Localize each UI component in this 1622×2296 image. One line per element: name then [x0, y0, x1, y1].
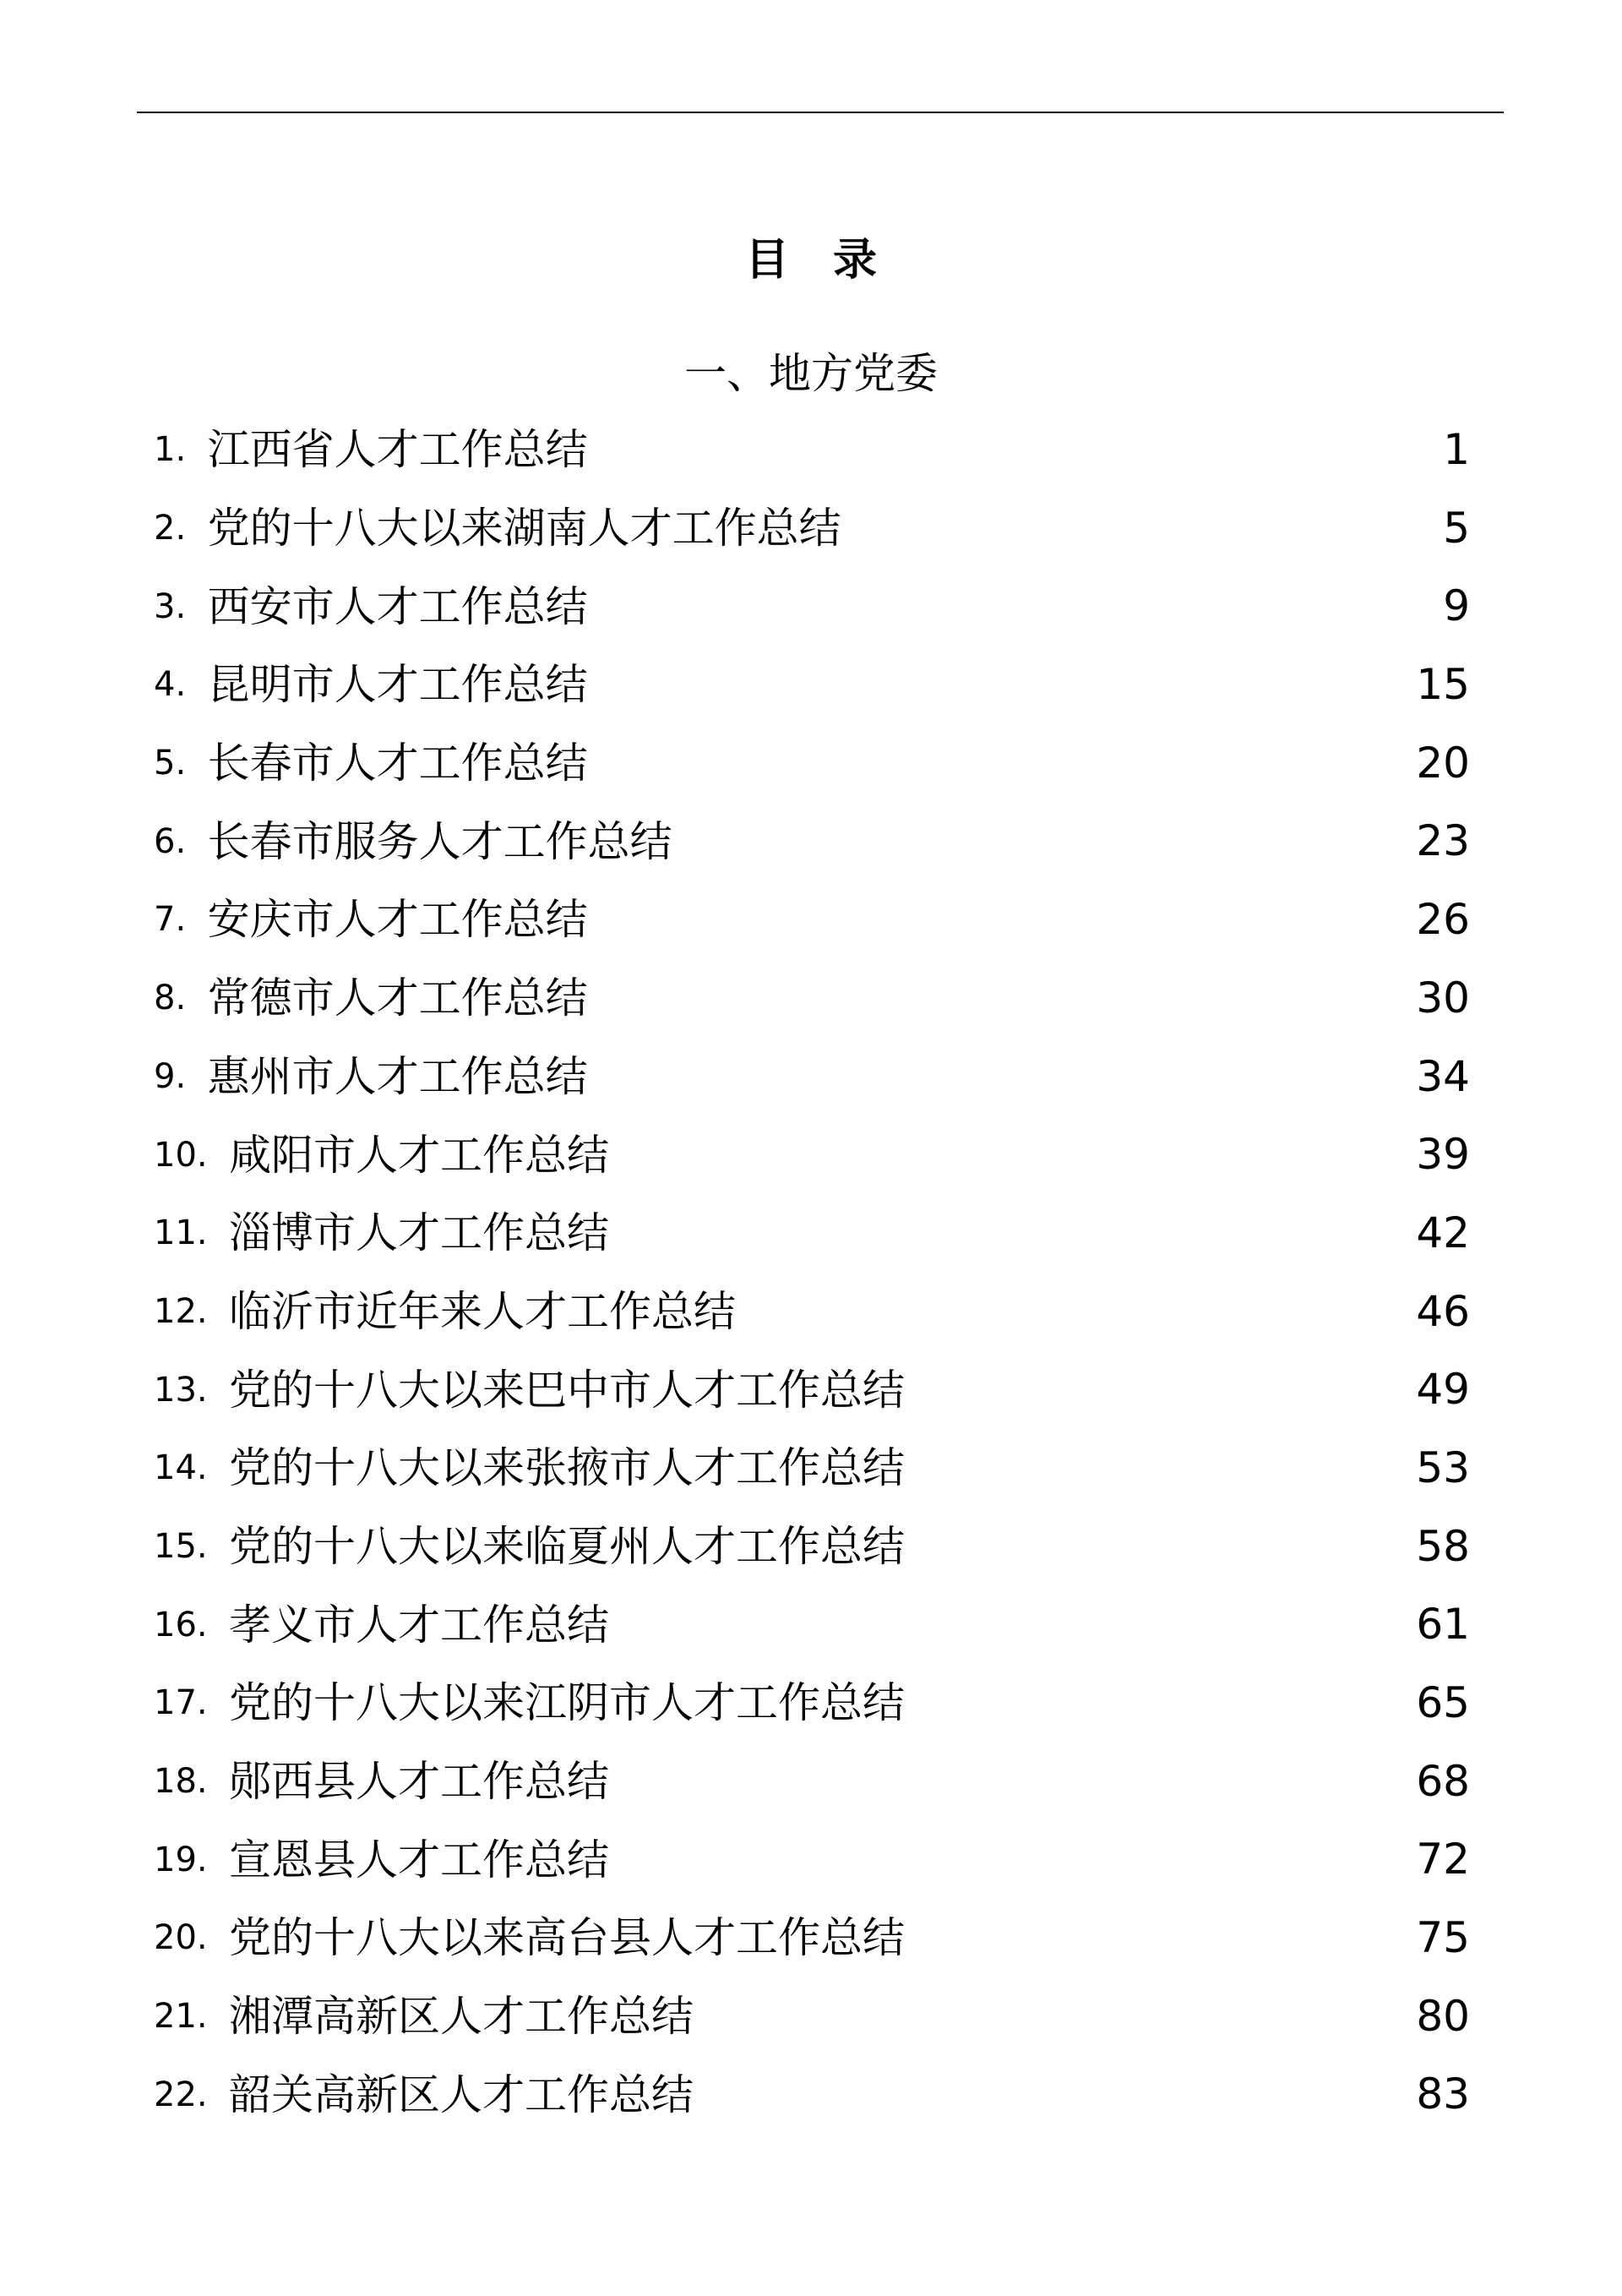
toc-entry-title: 长春市服务人才工作总结	[207, 816, 672, 866]
toc-entry-page-number: 72	[1416, 1835, 1470, 1884]
toc-entry-page-number: 80	[1416, 1991, 1470, 2041]
toc-entry[interactable]	[154, 1429, 1470, 1508]
toc-entry-title: 淄博市人才工作总结	[229, 1208, 610, 1258]
toc-entry-title: 党的十八大以来高台县人才工作总结	[229, 1913, 906, 1963]
toc-entry[interactable]	[154, 1350, 1470, 1429]
toc-entry-number: 12.	[154, 1291, 230, 1331]
toc-entry-number: 21.	[154, 1997, 230, 2037]
toc-entry[interactable]	[154, 1273, 1470, 1351]
toc-entry[interactable]	[154, 567, 1470, 646]
toc-entry-page-number: 65	[1416, 1678, 1470, 1727]
header-rule	[137, 112, 1504, 113]
toc-entry-number: 18.	[154, 1762, 230, 1802]
toc-title: 目 录	[744, 235, 877, 286]
toc-entry-number: 13.	[154, 1370, 230, 1410]
toc-entry-title: 郧西县人才工作总结	[229, 1757, 610, 1807]
toc-entry-page-number: 49	[1416, 1365, 1470, 1415]
toc-entry-number: 19.	[154, 1840, 230, 1879]
toc-entry-title: 韶关高新区人才工作总结	[229, 2070, 694, 2119]
toc-entry-number: 5.	[154, 744, 208, 783]
toc-entry-title: 昆明市人才工作总结	[207, 660, 588, 710]
toc-entry[interactable]	[154, 646, 1470, 724]
toc-entry-page-number: 58	[1416, 1521, 1470, 1571]
toc-entry-title: 孝义市人才工作总结	[229, 1600, 610, 1650]
toc-entry-page-number: 42	[1416, 1208, 1470, 1257]
toc-entry-number: 9.	[154, 1056, 208, 1096]
toc-entry-page-number: 1	[1443, 425, 1470, 474]
toc-entry-page-number: 83	[1416, 2070, 1470, 2119]
toc-entry[interactable]	[154, 881, 1470, 959]
toc-entry-title: 湘潭高新区人才工作总结	[229, 1992, 694, 2042]
toc-entry-page-number: 20	[1416, 738, 1470, 788]
toc-entry[interactable]	[154, 802, 1470, 881]
toc-entry[interactable]	[154, 1899, 1470, 1977]
toc-entry-number: 22.	[154, 2075, 230, 2114]
toc-entry-title: 党的十八大以来湖南人才工作总结	[207, 504, 841, 554]
toc-entry-number: 3.	[154, 586, 208, 626]
toc-entry-title: 惠州市人才工作总结	[207, 1051, 588, 1101]
toc-entry-number: 15.	[154, 1526, 230, 1566]
toc-entry-number: 17.	[154, 1683, 230, 1723]
toc-entry-number: 7.	[154, 900, 208, 940]
toc-entry-number: 2.	[154, 509, 208, 548]
toc-entry[interactable]	[154, 1820, 1470, 1899]
toc-entry-number: 14.	[154, 1448, 230, 1488]
toc-entry-title: 宣恩县人才工作总结	[229, 1835, 610, 1884]
toc-entry-title: 党的十八大以来江阴市人才工作总结	[229, 1678, 906, 1728]
toc-entry[interactable]	[154, 1194, 1470, 1273]
toc-entry[interactable]	[154, 1977, 1470, 2056]
toc-entry-title: 党的十八大以来巴中市人才工作总结	[229, 1365, 906, 1415]
toc-list	[154, 411, 1470, 2134]
toc-entry-title: 常德市人才工作总结	[207, 973, 588, 1023]
toc-entry-title: 长春市人才工作总结	[207, 739, 588, 788]
toc-entry-page-number: 9	[1443, 581, 1470, 631]
toc-entry-page-number: 68	[1416, 1756, 1470, 1806]
toc-entry[interactable]	[154, 1508, 1470, 1586]
toc-entry-title: 临沂市近年来人才工作总结	[229, 1286, 737, 1336]
toc-entry-number: 8.	[154, 979, 208, 1018]
toc-entry-page-number: 5	[1443, 503, 1470, 553]
toc-entry-page-number: 15	[1416, 660, 1470, 710]
toc-entry-page-number: 61	[1416, 1600, 1470, 1650]
toc-entry-number: 11.	[154, 1213, 230, 1253]
toc-entry-title: 咸阳市人才工作总结	[229, 1130, 610, 1180]
toc-entry[interactable]	[154, 411, 1470, 489]
toc-entry-page-number: 26	[1416, 895, 1470, 945]
toc-entry-page-number: 46	[1416, 1286, 1470, 1336]
section-heading: 一、地方党委	[684, 349, 938, 398]
toc-entry-page-number: 23	[1416, 816, 1470, 866]
toc-entry-page-number: 75	[1416, 1913, 1470, 1963]
toc-entry-title: 党的十八大以来临夏州人才工作总结	[229, 1521, 906, 1571]
toc-entry[interactable]	[154, 724, 1470, 803]
toc-entry-number: 16.	[154, 1605, 230, 1644]
toc-entry[interactable]	[154, 1585, 1470, 1664]
toc-entry[interactable]	[154, 1038, 1470, 1116]
toc-entry[interactable]	[154, 1742, 1470, 1821]
toc-entry-title: 党的十八大以来张掖市人才工作总结	[229, 1443, 906, 1493]
toc-entry-number: 4.	[154, 665, 208, 705]
toc-entry[interactable]	[154, 959, 1470, 1038]
toc-entry-number: 6.	[154, 821, 208, 861]
toc-entry-page-number: 53	[1416, 1442, 1470, 1492]
toc-entry-page-number: 39	[1416, 1130, 1470, 1180]
toc-entry-number: 1.	[154, 430, 208, 470]
toc-entry-number: 10.	[154, 1135, 230, 1175]
toc-entry[interactable]	[154, 489, 1470, 568]
toc-entry-page-number: 34	[1416, 1051, 1470, 1101]
toc-entry-page-number: 30	[1416, 973, 1470, 1023]
toc-entry[interactable]	[154, 2055, 1470, 2134]
toc-entry[interactable]	[154, 1664, 1470, 1742]
toc-entry-number: 20.	[154, 1918, 230, 1958]
toc-entry-title: 西安市人才工作总结	[207, 581, 588, 631]
toc-entry-title: 江西省人才工作总结	[207, 425, 588, 475]
toc-entry[interactable]	[154, 1115, 1470, 1194]
toc-entry-title: 安庆市人才工作总结	[207, 895, 588, 945]
